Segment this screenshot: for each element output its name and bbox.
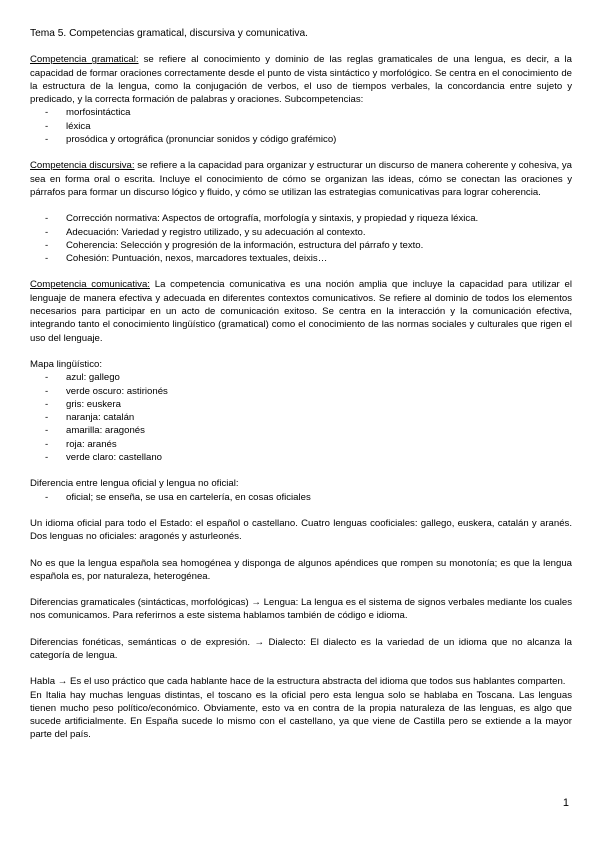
discursiva-text: se refiere a la capacidad para organizar y estructurar un discurso de manera coherente y cohesiva, ya sea en forma oral o escrita. Incluye el conocimiento de cómo se organizan las ideas, cómo se conectan las oraciones y párrafos para formar un discurso lógico y fluido, y cómo se utilizan las estrategias comunicativas para lograr coherencia.	[30, 160, 573, 198]
gramatical-term: Competencia gramatical:	[30, 54, 139, 66]
discursiva-term: Competencia discursiva:	[30, 160, 135, 172]
discursiva-list	[30, 212, 572, 265]
list-item: - verde oscuro: astirionés	[30, 385, 572, 398]
list-item: - léxica	[30, 120, 572, 133]
comunicativa-term: Competencia comunicativa:	[30, 279, 150, 291]
mapa-heading: Mapa lingüístico:	[30, 358, 102, 370]
paragraph-heterogenea: No es que la lengua española sea homogénea y disponga de algunos apéndices que rompen su monotonía; es que la lengua española es, por naturaleza, heterogénea.	[30, 557, 572, 582]
list-item: - Corrección normativa: Aspectos de ortografía, morfología y sintaxis, y propiedad y riqueza léxica.	[30, 212, 572, 225]
comunicativa-paragraph	[30, 278, 572, 344]
paragraph-habla: Habla → Es el uso práctico que cada hablante hace de la estructura abstracta del idioma que todos sus hablantes comparten.	[30, 676, 566, 688]
list-item: - naranja: catalán	[30, 411, 572, 424]
comunicativa-text: La competencia comunicativa es una noción amplia que incluye la capacidad para utilizar el lenguaje de manera efectiva y adecuada en diferentes contextos comunicativos. Se refiere al dominio de todos los elementos necesarios para participar en un acto de comunicación exitoso. Se centra en la interacción y la comunicación efectiva, integrando tanto el conocimiento lingüístico (gramatical) como el conocimiento de las normas sociales y culturales que rigen el uso del lenguaje.	[30, 279, 572, 344]
document-title: Tema 5. Competencias gramatical, discursiva y comunicativa.	[30, 28, 309, 39]
paragraph-dialecto: Diferencias fonéticas, semánticas o de expresión. → Dialecto: El dialecto es la variedad de un idioma que no alcanza la categoría de lengua.	[30, 636, 572, 661]
paragraph-idioma-oficial: Un idioma oficial para todo el Estado: el español o castellano. Cuatro lenguas cooficiales: gallego, euskera, catalán y aranés. Dos lenguas no oficiales: aragonés y asturleonés.	[30, 517, 572, 543]
mapa-list	[30, 371, 572, 464]
list-item: - gris: euskera	[30, 398, 572, 411]
list-item: - prosódica y ortográfica (pronunciar sonidos y código grafémico)	[30, 133, 572, 146]
gramatical-subcompetencias-list	[30, 106, 572, 146]
list-item: - verde claro: castellano	[30, 451, 572, 464]
list-item: - Adecuación: Variedad y registro utilizado, y su adecuación al contexto.	[30, 226, 572, 239]
paragraph-lengua: Diferencias gramaticales (sintácticas, morfológicas) → Lengua: La lengua es el sistema de signos verbales mediante los cuales nos comunicamos. Para referirnos a este sistema hablamos también de código e idioma.	[30, 597, 572, 622]
list-item: - morfosintáctica	[30, 106, 572, 119]
diferencia-list	[30, 491, 572, 504]
gramatical-paragraph	[30, 53, 572, 106]
paragraph-italia: En Italia hay muchas lenguas distintas, el toscano es la oficial pero esta lengua solo se hablaba en Toscana. Las lenguas tienen mucho peso político/económico. Obviamente, esto va en contra de la propia naturaleza de las lenguas, es algo que sucede artificialmente. En España sucede lo mismo con el castellano, ya que viene de Castilla pero se extiende a la mayor parte del país.	[30, 689, 572, 741]
list-item: - azul: gallego	[30, 371, 572, 384]
list-item: - oficial; se enseña, se usa en cartelería, en cosas oficiales	[30, 491, 572, 504]
document-page	[30, 27, 572, 742]
list-item: - amarilla: aragonés	[30, 424, 572, 437]
gramatical-text: se refiere al conocimiento y dominio de las reglas gramaticales de una lengua, es decir, a la capacidad de formar oraciones correctamente desde el punto de vista sintáctico y morfológico. Se centra en el conocimiento de la estructura de la lengua, como la conjugación de verbos, el uso de tiempos verbales, la concordancia entre sujeto y predicado, y la correcta formación de palabras y oraciones. Subcompetencias:	[30, 54, 572, 106]
list-item: - Coherencia: Selección y progresión de la información, estructura del párrafo y texto.	[30, 239, 572, 252]
diferencia-heading: Diferencia entre lengua oficial y lengua no oficial:	[30, 478, 239, 490]
page-number: 1	[562, 797, 569, 809]
list-item: - Cohesión: Puntuación, nexos, marcadores textuales, deixis…	[30, 252, 572, 265]
discursiva-paragraph	[30, 159, 572, 199]
list-item: - roja: aranés	[30, 438, 572, 451]
